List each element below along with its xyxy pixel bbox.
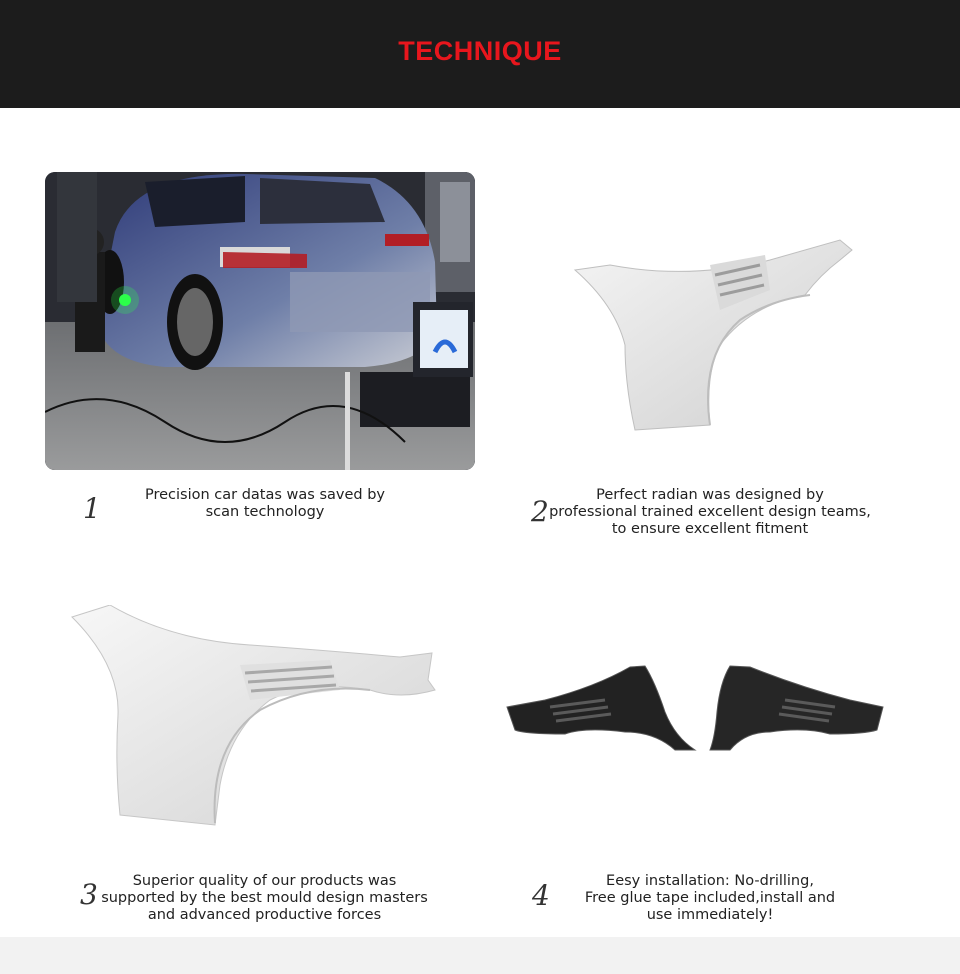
step-number: 4	[532, 879, 550, 912]
caption-line: Free glue tape included,install and	[584, 890, 836, 906]
car-scanning-photo	[45, 172, 475, 470]
caption-line: Perfect radian was designed by	[596, 487, 824, 503]
caption-line: Precision car datas was saved by	[144, 487, 385, 503]
caption-line: use immediately!	[646, 907, 774, 923]
step-number: 2	[531, 495, 549, 528]
white-fender-photo	[570, 235, 855, 435]
step-caption	[570, 873, 850, 924]
footer-band	[0, 937, 960, 974]
page-title: TECHNIQUE	[398, 36, 562, 66]
caption-line: supported by the best mould design masters	[101, 890, 428, 906]
caption-line: to ensure excellent fitment	[611, 521, 809, 537]
black-fender-pair-photo	[505, 662, 885, 757]
caption-line: scan technology	[205, 504, 325, 520]
step-caption	[115, 487, 415, 521]
caption-line: professional trained excellent design teams,	[549, 504, 871, 520]
step-number: 1	[83, 492, 101, 525]
step-caption	[97, 873, 432, 924]
step-caption	[545, 487, 875, 538]
caption-line: Superior quality of our products was	[132, 873, 397, 889]
caption-line: Eesy installation: No-drilling,	[606, 873, 814, 889]
white-fender-large-photo	[70, 605, 440, 830]
caption-line: and advanced productive forces	[147, 907, 382, 923]
header-bar	[0, 0, 960, 108]
step-number: 3	[80, 878, 98, 911]
